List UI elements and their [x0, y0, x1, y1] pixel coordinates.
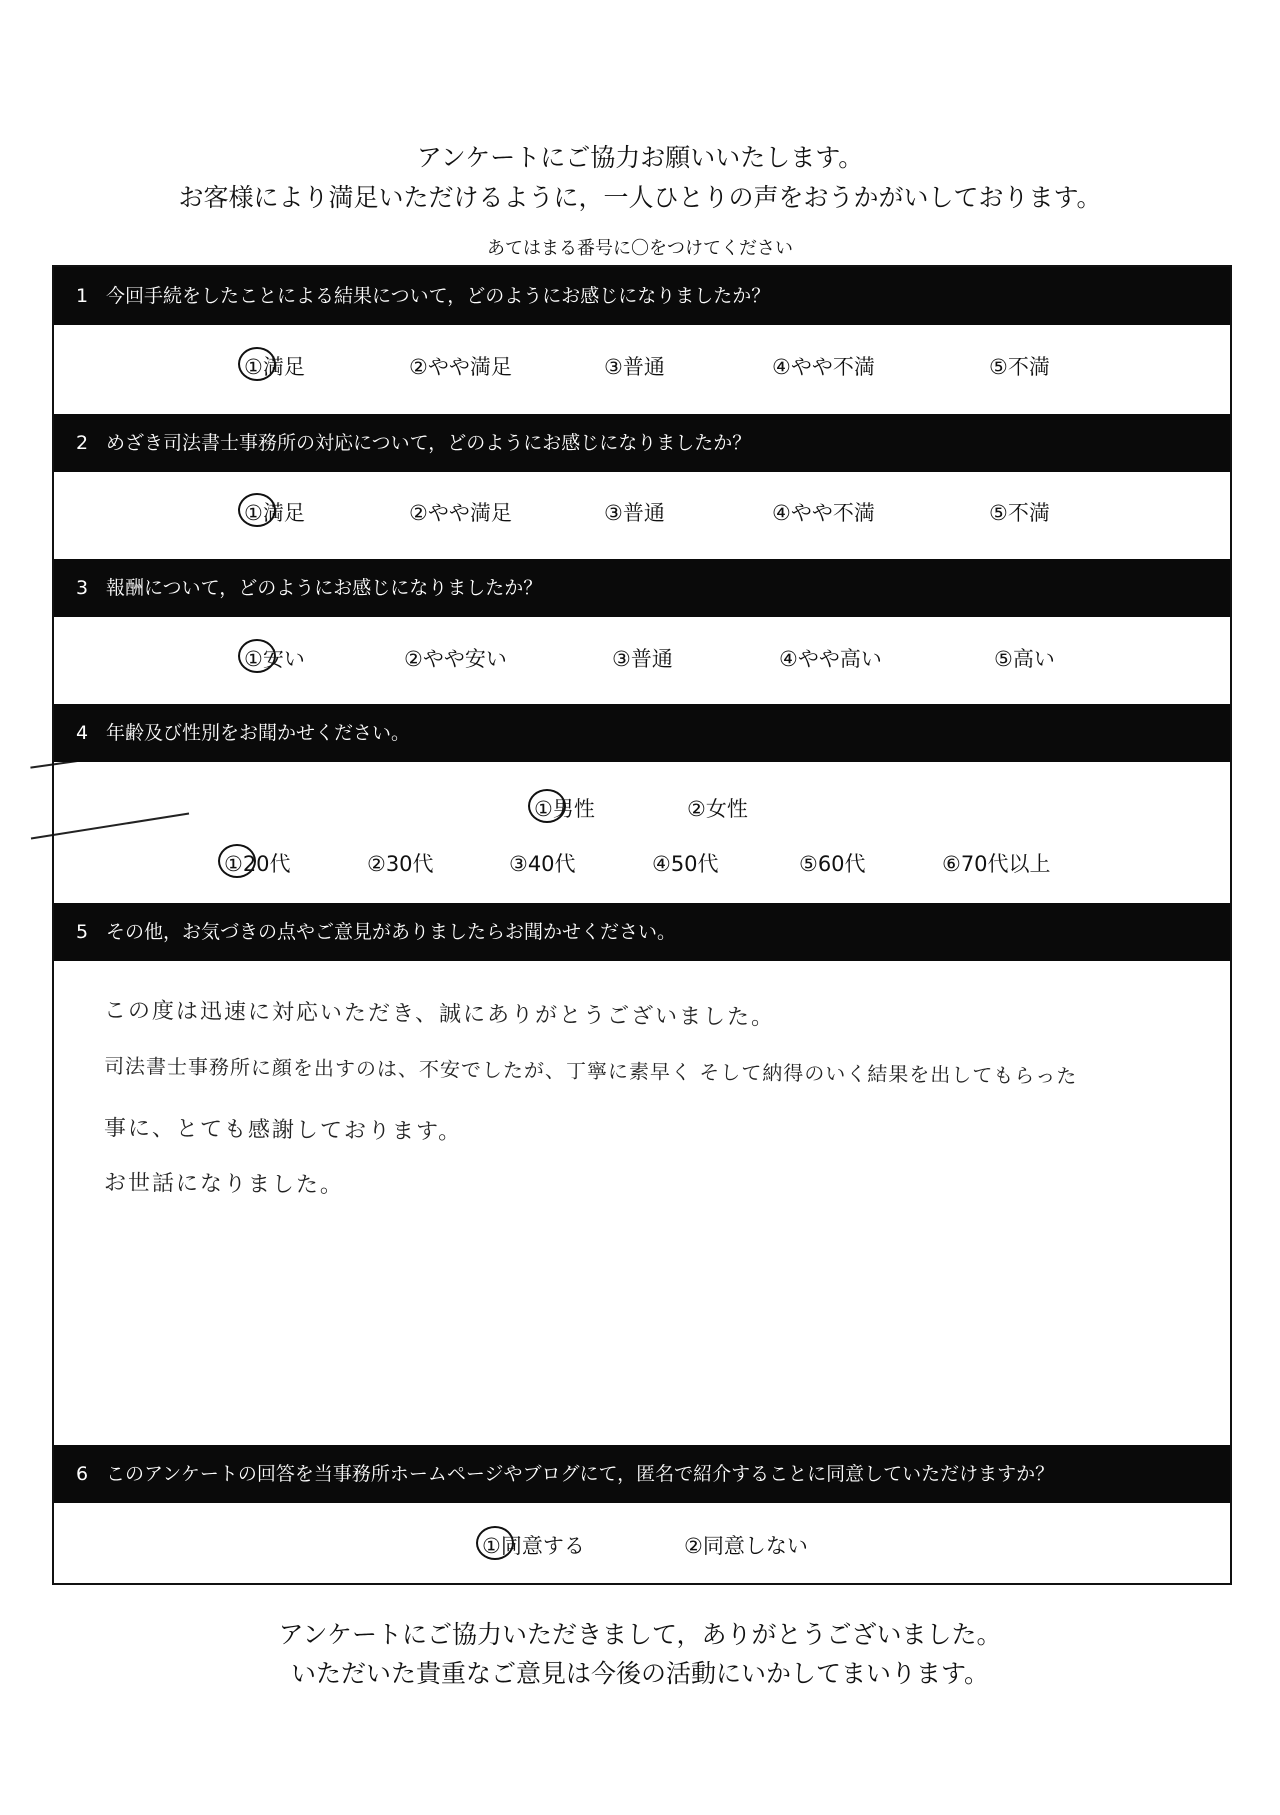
- outro-line-1: アンケートにご協力いただきまして，ありがとうございました。: [278, 1620, 1002, 1649]
- outro-line-2: いただいた貴重なご意見は今後の活動にいかしてまいります。: [290, 1659, 989, 1688]
- q2-option-5[interactable]: ⑤不満: [989, 501, 1050, 525]
- question-6-bar: [54, 1445, 1230, 1503]
- q4-age-option-5[interactable]: ⑤60代: [799, 852, 866, 876]
- q2-option-4[interactable]: ④やや不満: [772, 501, 875, 525]
- selection-circle: [476, 1526, 514, 1560]
- q3-option-3[interactable]: ③普通: [612, 647, 673, 671]
- q6-option-2[interactable]: ②同意しない: [684, 1534, 808, 1558]
- intro-line-2: お客様により満足いただけるように，一人ひとりの声をおうかがいしております。: [178, 183, 1102, 212]
- q3-option-5[interactable]: ⑤高い: [994, 647, 1055, 671]
- question-2-bar: [54, 414, 1230, 472]
- question-number: 2: [76, 432, 89, 454]
- selection-circle: [218, 844, 256, 878]
- q1-option-2[interactable]: ②やや満足: [409, 355, 512, 379]
- survey-form: [52, 265, 1232, 1585]
- comment-line-3: 事に、とても感謝しております。: [103, 1116, 463, 1145]
- comment-line-4: お世話になりました。: [103, 1170, 345, 1199]
- q4-gender-option-2[interactable]: ②女性: [687, 797, 748, 821]
- q4-age-option-6[interactable]: ⑥70代以上: [942, 852, 1051, 876]
- question-4-bar: [54, 704, 1230, 762]
- comment-line-2: 司法書士事務所に顔を出すのは、不安でしたが、丁寧に素早く そして納得のいく結果を出してもらった: [103, 1053, 1078, 1089]
- question-number: 4: [76, 722, 89, 744]
- q1-option-4[interactable]: ④やや不満: [772, 355, 875, 379]
- q4-gender-option-1[interactable]: ①男性: [534, 793, 595, 823]
- question-3-text: 報酬について，どのようにお感じになりましたか？: [106, 577, 543, 599]
- question-5-bar: [54, 903, 1230, 961]
- q6-option-1[interactable]: ①同意する: [482, 1530, 585, 1560]
- selection-circle: [238, 639, 276, 673]
- question-1-bar: [54, 267, 1230, 325]
- q2-option-3[interactable]: ③普通: [604, 501, 665, 525]
- q4-age-option-2[interactable]: ②30代: [367, 852, 434, 876]
- q3-option-4[interactable]: ④やや高い: [779, 647, 882, 671]
- selection-circle: [238, 347, 276, 381]
- q3-option-1[interactable]: ①安い: [244, 643, 305, 673]
- q4-age-option-1[interactable]: ①20代: [224, 848, 291, 878]
- q1-option-3[interactable]: ③普通: [604, 355, 665, 379]
- q2-option-2[interactable]: ②やや満足: [409, 501, 512, 525]
- selection-circle: [238, 493, 276, 527]
- instruction-text: あてはまる番号に〇をつけてください: [487, 238, 793, 259]
- comment-line-1: この度は迅速に対応いただき、誠にありがとうございました。: [103, 998, 776, 1031]
- selection-circle: [528, 789, 566, 823]
- question-number: 6: [76, 1463, 89, 1485]
- q4-age-option-4[interactable]: ④50代: [652, 852, 719, 876]
- q4-age-option-3[interactable]: ③40代: [509, 852, 576, 876]
- question-3-bar: [54, 559, 1230, 617]
- question-2-text: めざき司法書士事務所の対応について，どのようにお感じになりましたか？: [106, 432, 752, 454]
- q1-option-5[interactable]: ⑤不満: [989, 355, 1050, 379]
- q1-option-1[interactable]: ①満足: [244, 351, 305, 381]
- question-5-text: その他，お気づきの点やご意見がありましたらお聞かせください。: [106, 921, 677, 943]
- question-number: 3: [76, 577, 89, 599]
- question-6-text: このアンケートの回答を当事務所ホームページやブログにて，匿名で紹介することに同意していただけますか？: [106, 1463, 1055, 1485]
- q3-option-2[interactable]: ②やや安い: [404, 647, 507, 671]
- question-4-text: 年齢及び性別をお聞かせください。: [106, 722, 411, 744]
- question-number: 1: [76, 285, 89, 307]
- intro-line-1: アンケートにご協力お願いいたします。: [416, 143, 864, 172]
- question-number: 5: [76, 921, 89, 943]
- question-1-text: 今回手続をしたことによる結果について，どのようにお感じになりましたか？: [106, 285, 771, 307]
- q2-option-1[interactable]: ①満足: [244, 497, 305, 527]
